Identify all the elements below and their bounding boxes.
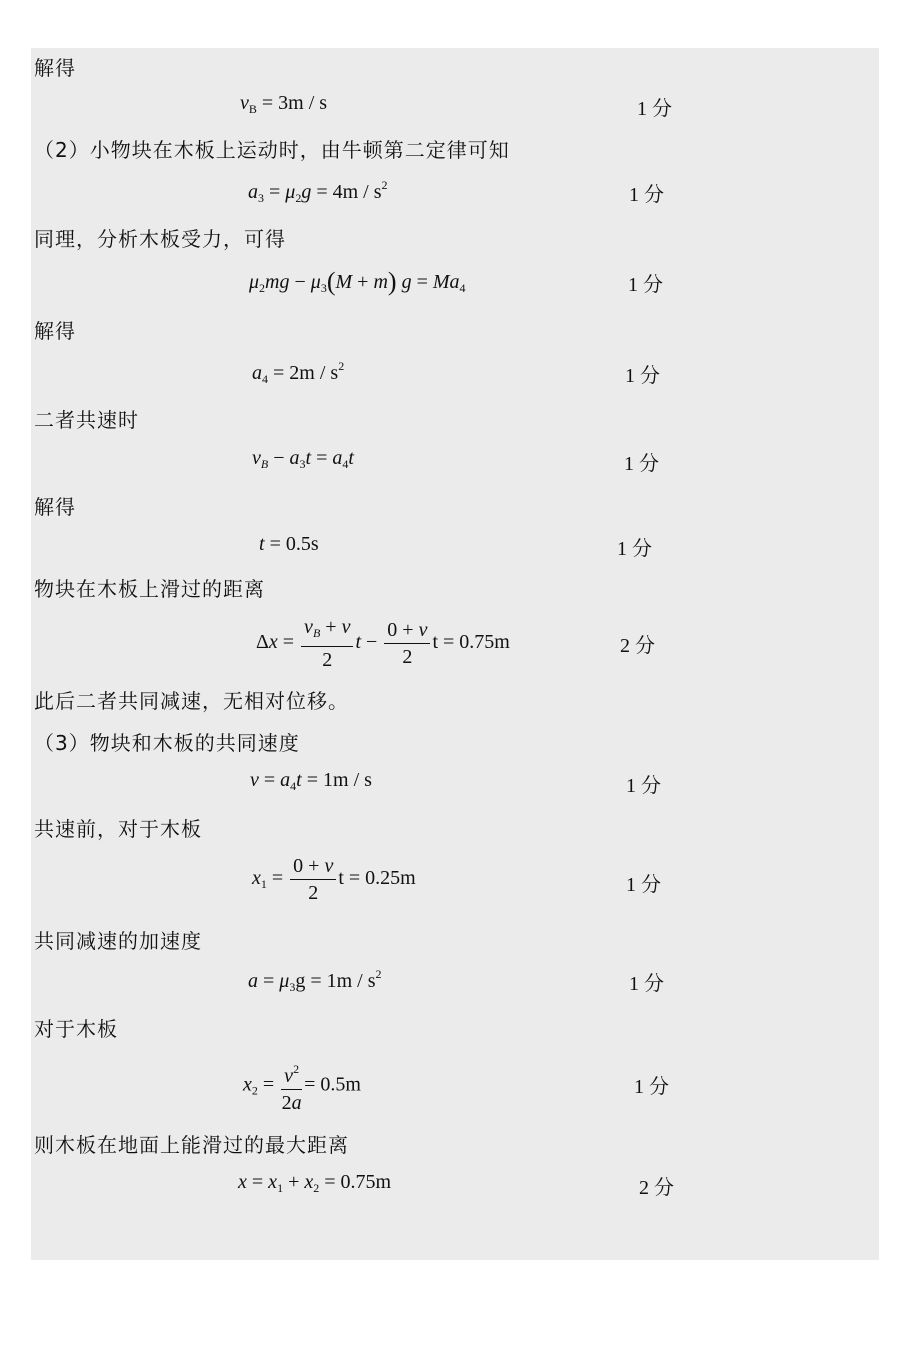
text-common-deceleration: 共同减速的加速度 [34, 929, 202, 953]
equation-a4: $a_4 = 2m / s^2$ [252, 359, 345, 386]
text-no-relative-motion: 此后二者共同减速，无相对位移。 [34, 689, 349, 713]
text-part-2-intro: （2）小物块在木板上运动时，由牛顿第二定律可知 [34, 138, 510, 162]
score-12: 2 分 [639, 1177, 674, 1199]
equation-x-total: $x = x_1 + x_2 = 0.75m$ [238, 1171, 392, 1195]
equation-a3: $a_3 = \mu_2g = 4m / s^2$ [248, 178, 388, 205]
equation-board-newton: $\mu_2mg - \mu_3(M + m) g = Ma_4$ [249, 267, 466, 296]
score-10: 1 分 [629, 973, 664, 995]
text-common-speed: 二者共速时 [34, 408, 139, 432]
score-9: 1 分 [626, 874, 661, 896]
equation-x1: $x_1$ = $\frac{0 + v}{2}$ t = 0.25m [252, 855, 416, 904]
equation-v: $v = a_4t = 1m / s$ [250, 769, 372, 793]
score-11: 1 分 [634, 1076, 669, 1098]
score-2: 1 分 [629, 184, 664, 206]
text-part-3-intro: （3）物块和木板的共同速度 [34, 731, 300, 755]
equation-vb: $v_B = 3m / s$ [240, 92, 328, 116]
text-max-distance: 则木板在地面上能滑过的最大距离 [34, 1133, 349, 1157]
equation-x2: $x_2$ = $\frac{v^2}{2a}$ = 0.5m [243, 1058, 361, 1114]
equation-delta-x: Δx = $\frac{v_B + v}{2}$ t − $\frac{0 + v}{2}$ t = 0.75m [256, 616, 510, 671]
text-board-force: 同理，分析木板受力，可得 [34, 227, 286, 251]
text-before-common-speed: 共速前，对于木板 [34, 817, 202, 841]
text-for-board: 对于木板 [34, 1017, 118, 1041]
text-jiede-3: 解得 [34, 495, 76, 519]
score-1: 1 分 [637, 98, 672, 120]
score-5: 1 分 [624, 453, 659, 475]
equation-a-common: $a = \mu_3g = 1m / s^2$ [248, 967, 382, 994]
equation-common-speed: $v_B - a_3t = a_4t$ [252, 447, 354, 471]
score-6: 1 分 [617, 538, 652, 560]
text-jiede-1: 解得 [34, 56, 76, 80]
score-7: 2 分 [620, 635, 655, 657]
text-slide-distance: 物块在木板上滑过的距离 [34, 577, 265, 601]
score-8: 1 分 [626, 775, 661, 797]
text-jiede-2: 解得 [34, 319, 76, 343]
score-3: 1 分 [628, 274, 663, 296]
score-4: 1 分 [625, 365, 660, 387]
equation-t: t = 0.5s [259, 533, 319, 555]
